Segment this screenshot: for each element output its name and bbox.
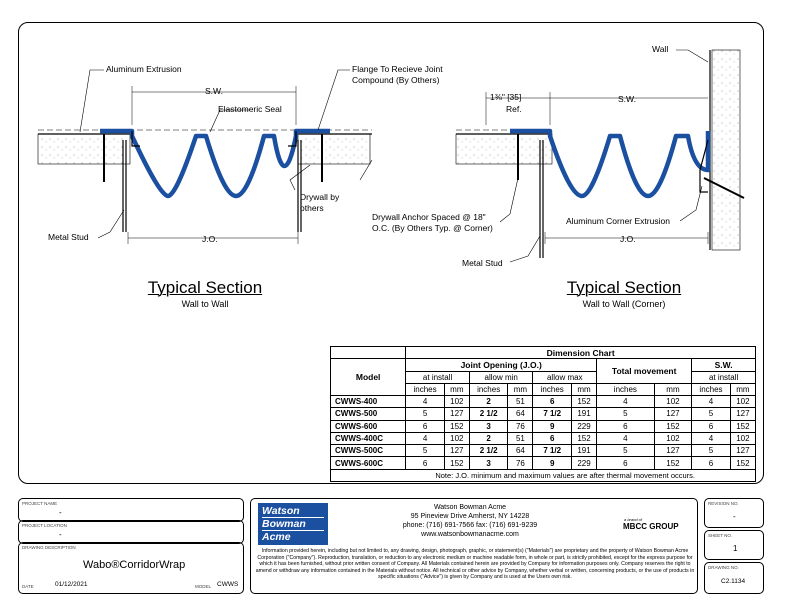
sheet-label: SHEET NO.: [708, 533, 733, 538]
table-row: [331, 420, 756, 432]
chart-jo-header: Joint Opening (J.O.): [406, 359, 597, 371]
chart-subheader: at install: [692, 371, 756, 383]
value-cell: 229: [571, 457, 596, 469]
value-cell: 6: [597, 420, 655, 432]
value-cell: 5: [406, 408, 444, 420]
label-metal-stud-right: Metal Stud: [462, 258, 503, 268]
value-cell: 152: [654, 457, 692, 469]
company-address: 95 Pineview Drive Amherst, NY 14228: [410, 513, 530, 520]
logo-line: Acme: [262, 531, 291, 543]
dimension-chart: [330, 346, 756, 482]
value-cell: 4: [597, 396, 655, 408]
label-wall: Wall: [652, 44, 669, 54]
project-location: -: [59, 530, 62, 539]
chart-unit: mm: [508, 383, 533, 395]
label-dim-value: 1⅜" [35]: [490, 92, 522, 102]
label-drywall: Drywall by others: [300, 192, 340, 213]
value-cell: 102: [444, 432, 469, 444]
drawing-no-box: [704, 562, 764, 594]
legal-disclaimer: Information provided herein, including but not limited to, any drawing, design, photograph, graphic, or statement(s) ("Materials") are proprietary and the property of Watson Bowman Acme Corporation ("Company"). Reproduction, translation, or reduction to any electronic medium or machine readable form, in whole or part, is strictly prohibited, except for the express purpose for which it has been furnished, without prior written consent of Company. All Materials contained herein are provided by Company for information purposes only. Company reserves the right to amend or withdraw any information contained in the Materials without notice. All technical or other advice by Company, whether verbal or written, concerning products, or the use of products in specific situations ("Advice") is given by Company and is used at the Users own risk.: [255, 548, 695, 581]
value-cell: 7 1/2: [533, 408, 571, 420]
value-cell: 127: [730, 445, 755, 457]
value-cell: 64: [508, 445, 533, 457]
label-aluminum-extrusion: Aluminum Extrusion: [106, 64, 182, 74]
value-cell: 2 1/2: [469, 445, 507, 457]
value-cell: 102: [654, 432, 692, 444]
value-cell: 152: [730, 420, 755, 432]
value-cell: 5: [597, 408, 655, 420]
label-sw-left: S.W.: [205, 86, 223, 96]
logo-line: Bowman: [262, 518, 324, 531]
value-cell: 6: [692, 457, 730, 469]
value-cell: 5: [597, 445, 655, 457]
left-section-subtitle: Wall to Wall: [181, 299, 229, 309]
model-cell: CWWS-600: [331, 420, 406, 432]
value-cell: 127: [654, 408, 692, 420]
value-cell: 4: [597, 432, 655, 444]
project-location-box: [18, 520, 244, 544]
chart-unit: mm: [571, 383, 596, 395]
table-row: [331, 408, 756, 420]
drawing-no-label: DRAWING NO.: [708, 565, 739, 570]
model: CWWS: [217, 581, 239, 588]
project-location-label: PROJECT LOCATION: [22, 523, 67, 528]
chart-subheader: at install: [406, 371, 470, 383]
table-row: [331, 396, 756, 408]
value-cell: 5: [406, 445, 444, 457]
drawing-description: Wabo®CorridorWrap: [83, 559, 186, 571]
chart-subheader: allow max: [533, 371, 597, 383]
label-jo-right: J.O.: [620, 234, 636, 244]
model-label: MODEL: [195, 584, 212, 589]
value-cell: 2: [469, 396, 507, 408]
chart-subheader: allow min: [469, 371, 533, 383]
drawing-description-box: [18, 542, 244, 594]
chart-unit: inches: [533, 383, 571, 395]
company-address-block: [340, 503, 600, 539]
value-cell: 6: [692, 420, 730, 432]
project-name-label: PROJECT NAME: [22, 501, 58, 506]
model-cell: CWWS-500: [331, 408, 406, 420]
right-section-title: Typical Section: [566, 278, 682, 297]
table-row: [331, 457, 756, 469]
value-cell: 9: [533, 420, 571, 432]
label-metal-stud-left: Metal Stud: [48, 232, 89, 242]
label-sw-right: S.W.: [618, 94, 636, 104]
value-cell: 127: [730, 408, 755, 420]
value-cell: 7 1/2: [533, 445, 571, 457]
date-label: DATE: [22, 584, 34, 589]
value-cell: 51: [508, 396, 533, 408]
label-jo-left: J.O.: [202, 234, 218, 244]
value-cell: 102: [654, 396, 692, 408]
chart-sw-header: S.W.: [692, 359, 756, 371]
value-cell: 5: [692, 408, 730, 420]
value-cell: 127: [654, 445, 692, 457]
chart-unit: mm: [654, 383, 692, 395]
label-flange: Flange To Recieve Joint Compound (By Others): [352, 64, 443, 85]
label-elastomeric-seal: Elastomeric Seal: [218, 104, 282, 114]
sheet: 1: [733, 544, 738, 553]
project-name-box: [18, 498, 244, 522]
value-cell: 229: [571, 420, 596, 432]
left-section-title: Typical Section: [147, 278, 263, 297]
brand-small: a brand of: [624, 517, 643, 522]
value-cell: 6: [406, 457, 444, 469]
value-cell: 127: [444, 445, 469, 457]
value-cell: 6: [533, 432, 571, 444]
company-name: Watson Bowman Acme: [433, 504, 507, 511]
value-cell: 102: [730, 432, 755, 444]
value-cell: 2: [469, 432, 507, 444]
value-cell: 6: [597, 457, 655, 469]
value-cell: 152: [444, 420, 469, 432]
chart-note: Note: J.O. minimum and maximum values are after thermal movement occurs.: [331, 469, 756, 481]
value-cell: 76: [508, 420, 533, 432]
value-cell: 102: [444, 396, 469, 408]
watson-bowman-acme-logo: [258, 503, 328, 545]
revision-box: [704, 498, 764, 528]
chart-unit: inches: [406, 383, 444, 395]
drawing-no: C2.1134: [721, 578, 746, 585]
table-row: [331, 445, 756, 457]
value-cell: 4: [692, 432, 730, 444]
value-cell: 9: [533, 457, 571, 469]
value-cell: 191: [571, 445, 596, 457]
chart-unit: inches: [597, 383, 655, 395]
value-cell: 152: [444, 457, 469, 469]
chart-unit: mm: [444, 383, 469, 395]
drawing-description-label: DRAWING DESCRIPTION: [22, 545, 76, 550]
value-cell: 76: [508, 457, 533, 469]
value-cell: 6: [533, 396, 571, 408]
chart-total-header: Total movement: [597, 359, 692, 384]
value-cell: 152: [730, 457, 755, 469]
chart-title: Dimension Chart: [406, 347, 756, 359]
revision-label: REVISION NO.: [708, 501, 739, 506]
chart-unit: inches: [692, 383, 730, 395]
model-cell: CWWS-500C: [331, 445, 406, 457]
value-cell: 4: [406, 432, 444, 444]
value-cell: 152: [571, 396, 596, 408]
value-cell: 152: [654, 420, 692, 432]
logo-line: Watson: [262, 505, 324, 518]
value-cell: 4: [406, 396, 444, 408]
date: 01/12/2021: [55, 581, 88, 588]
value-cell: 2 1/2: [469, 408, 507, 420]
right-section-subtitle: Wall to Wall (Corner): [582, 299, 666, 309]
value-cell: 4: [692, 396, 730, 408]
company-phone: phone: (716) 691-7566 fax: (716) 691-9239: [402, 522, 538, 529]
model-cell: CWWS-400: [331, 396, 406, 408]
value-cell: 5: [692, 445, 730, 457]
value-cell: 51: [508, 432, 533, 444]
value-cell: 3: [469, 420, 507, 432]
value-cell: 3: [469, 457, 507, 469]
company-website[interactable]: www.watsonbowmanacme.com: [421, 531, 519, 538]
label-ref: Ref.: [506, 104, 522, 114]
value-cell: 6: [406, 420, 444, 432]
project-name: -: [59, 508, 62, 517]
label-drywall-anchor: Drywall Anchor Spaced @ 18" O.C. (By Others Typ. @ Corner): [372, 212, 493, 233]
right-section-drawing: [456, 50, 744, 262]
value-cell: 152: [571, 432, 596, 444]
label-corner-extrusion: Aluminum Corner Extrusion: [566, 216, 670, 226]
revision: -: [733, 512, 736, 521]
chart-unit: inches: [469, 383, 507, 395]
chart-model-header: Model: [331, 359, 406, 396]
value-cell: 191: [571, 408, 596, 420]
model-cell: CWWS-400C: [331, 432, 406, 444]
table-row: [331, 432, 756, 444]
model-cell: CWWS-600C: [331, 457, 406, 469]
chart-unit: mm: [730, 383, 755, 395]
value-cell: 64: [508, 408, 533, 420]
sheet-box: [704, 530, 764, 560]
value-cell: 102: [730, 396, 755, 408]
mbcc-group-logo: MBCC GROUP: [623, 522, 679, 531]
value-cell: 127: [444, 408, 469, 420]
